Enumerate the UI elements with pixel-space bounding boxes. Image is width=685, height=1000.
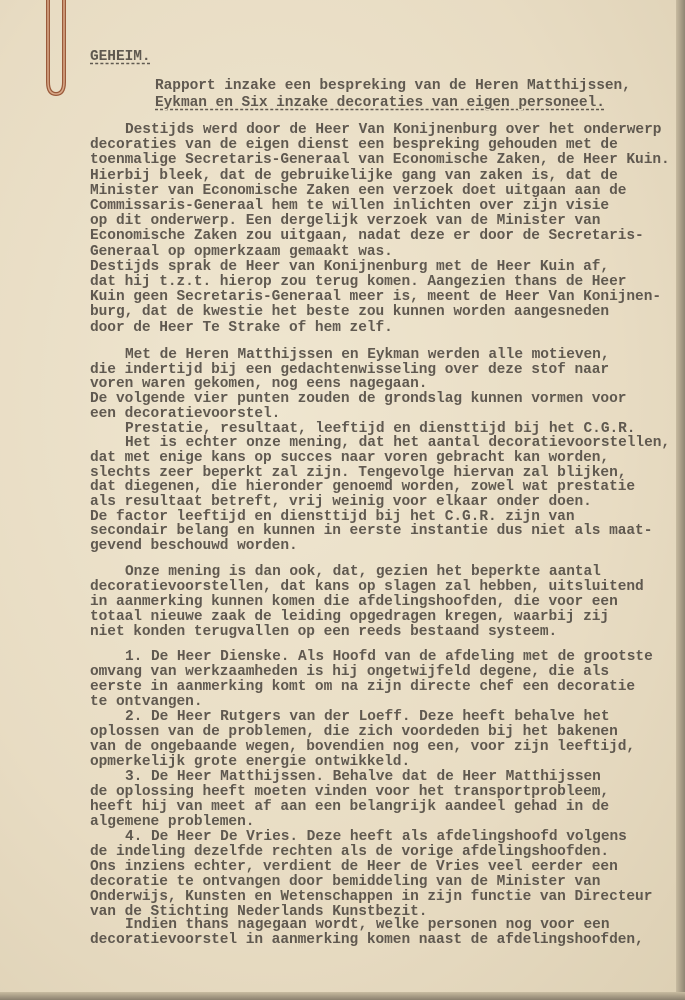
paragraph-line: in aanmerking kunnen komen die afdelingshoofden, die voor een <box>90 594 618 610</box>
paragraph-line: Indien thans nagegaan wordt, welke personen nog voor een <box>125 917 610 933</box>
paragraph-line: decoratievoorstellen, dat kans op slagen zal hebben, uitsluitend <box>90 579 644 595</box>
paragraph-line: Destijds werd door de Heer Van Konijnenburg over het onderwerp <box>125 122 662 138</box>
list-item-line: de indeling dezelfde rechten als de vorige afdelingshoofden. <box>90 844 610 860</box>
paragraph-line: een decoratievoorstel. <box>90 406 281 422</box>
paragraph-line: door de Heer Te Strake of hem zelf. <box>90 320 393 336</box>
list-item-line: van de ongebaande wegen, bovendien nog een, voor zijn leeftijd, <box>90 739 636 755</box>
list-item-line: de oplossing heeft moeten vinden voor het transportprobleem, <box>90 784 610 800</box>
list-item-line: te ontvangen. <box>90 694 203 710</box>
paragraph-line: dat diegenen, die hieronder genoemd worden, zowel wat prestatie <box>90 479 636 495</box>
list-item-line: eerste in aanmerking komt om na zijn directe chef een decoratie <box>90 679 636 695</box>
paragraph-line: burg, dat de kwestie het beste zou kunnen worden aangesneden <box>90 304 610 320</box>
paragraph-line: Het is echter onze mening, dat het aantal decoratievoorstellen, <box>125 435 671 451</box>
paragraph-line: Hierbij bleek, dat de gebruikelijke gang van zaken is, dat de <box>90 168 618 184</box>
report-title-line: Eykman en Six inzake decoraties van eigen personeel. <box>155 95 605 111</box>
paragraph-line: Minister van Economische Zaken een verzoek doet uitgaan aan de <box>90 183 627 199</box>
paragraph-line: decoratievoorstel in aanmerking komen naast de afdelingshoofden, <box>90 932 644 948</box>
list-item-line: 4. De Heer De Vries. Deze heeft als afdelingshoofd volgens <box>125 829 627 845</box>
list-item-line: omvang van werkzaamheden is hij ongetwijfeld degene, die als <box>90 664 610 680</box>
paragraph-line: De factor leeftijd en diensttijd bij het C.G.R. zijn van <box>90 509 575 525</box>
paragraph-line: Generaal op opmerkzaam gemaakt was. <box>90 244 393 260</box>
page-edge-bottom <box>0 992 685 1000</box>
list-item-line: 3. De Heer Matthijssen. Behalve dat de Heer Matthijssen <box>125 769 601 785</box>
list-item-line: heeft hij van meet af aan een belangrijk aandeel gehad in de <box>90 799 610 815</box>
paragraph-line: Commissaris-Generaal hem te willen inlichten over zijn visie <box>90 198 610 214</box>
paragraph-line: Economische Zaken zou uitgaan, nadat deze er door de Secretaris- <box>90 228 644 244</box>
list-item-line: 2. De Heer Rutgers van der Loeff. Deze heeft behalve het <box>125 709 610 725</box>
list-item-line: 1. De Heer Dienske. Als Hoofd van de afdeling met de grootste <box>125 649 653 665</box>
page-edge-right <box>676 0 685 1000</box>
paragraph-line: die indertijd bij een gedachtenwisseling over deze stof naar <box>90 362 610 378</box>
list-item-line: Onderwijs, Kunsten en Wetenschappen in zijn functie van Directeur <box>90 889 653 905</box>
paragraph-line: totaal nieuwe zaak de leiding opgedragen kregen, waarbij zij <box>90 609 610 625</box>
paragraph-line: dat hij t.z.t. hierop zou terug komen. Aangezien thans de Heer <box>90 274 627 290</box>
report-title-line: Rapport inzake een bespreking van de Heren Matthijssen, <box>155 78 631 94</box>
paragraph-line: Kuin geen Secretaris-Generaal meer is, meent de Heer Van Konijnen- <box>90 289 661 305</box>
paragraph-line: gevend beschouwd worden. <box>90 538 298 554</box>
paper-clip-icon <box>38 0 72 100</box>
paragraph-line: toenmalige Secretaris-Generaal van Economische Zaken, de Heer Kuin. <box>90 152 670 168</box>
paragraph-line: De volgende vier punten zouden de grondslag kunnen vormen voor <box>90 391 627 407</box>
paragraph-line: decoraties van de eigen dienst een bespreking gehouden met de <box>90 137 618 153</box>
paragraph-line: voren waren gekomen, nog eens nagegaan. <box>90 376 428 392</box>
paragraph-line: Destijds sprak de Heer van Konijnenburg met de Heer Kuin af, <box>90 259 610 275</box>
classification-label: GEHEIM. <box>90 49 151 65</box>
paragraph-line: niet konden terugvallen op een reeds bestaand systeem. <box>90 624 558 640</box>
paragraph-line: Met de Heren Matthijssen en Eykman werden alle motieven, <box>125 347 610 363</box>
list-item-line: algemene problemen. <box>90 814 255 830</box>
paragraph-line: op dit onderwerp. Een dergelijk verzoek van de Minister van <box>90 213 601 229</box>
paragraph-line: secondair belang en kunnen in eerste instantie dus niet als maat- <box>90 523 653 539</box>
list-item-line: decoratie te ontvangen door bemiddeling van de Minister van <box>90 874 601 890</box>
list-item-line: Ons inziens echter, verdient de Heer de Vries veel eerder een <box>90 859 618 875</box>
list-item-line: van de Stichting Nederlands Kunstbezit. <box>90 904 428 920</box>
list-item-line: oplossen van de problemen, die zich voordeden bij het bakenen <box>90 724 618 740</box>
paragraph-line: Prestatie, resultaat, leeftijd en diensttijd bij het C.G.R. <box>125 421 636 437</box>
paragraph-line: Onze mening is dan ook, dat, gezien het beperkte aantal <box>125 564 601 580</box>
paragraph-line: als resultaat betreft, vrij weinig voor elkaar onder doen. <box>90 494 592 510</box>
paragraph-line: slechts zeer beperkt zal zijn. Tengevolge hiervan zal blijken, <box>90 465 627 481</box>
list-item-line: opmerkelijk grote energie ontwikkeld. <box>90 754 411 770</box>
paragraph-line: dat met enige kans op succes naar voren gebracht kan worden, <box>90 450 610 466</box>
